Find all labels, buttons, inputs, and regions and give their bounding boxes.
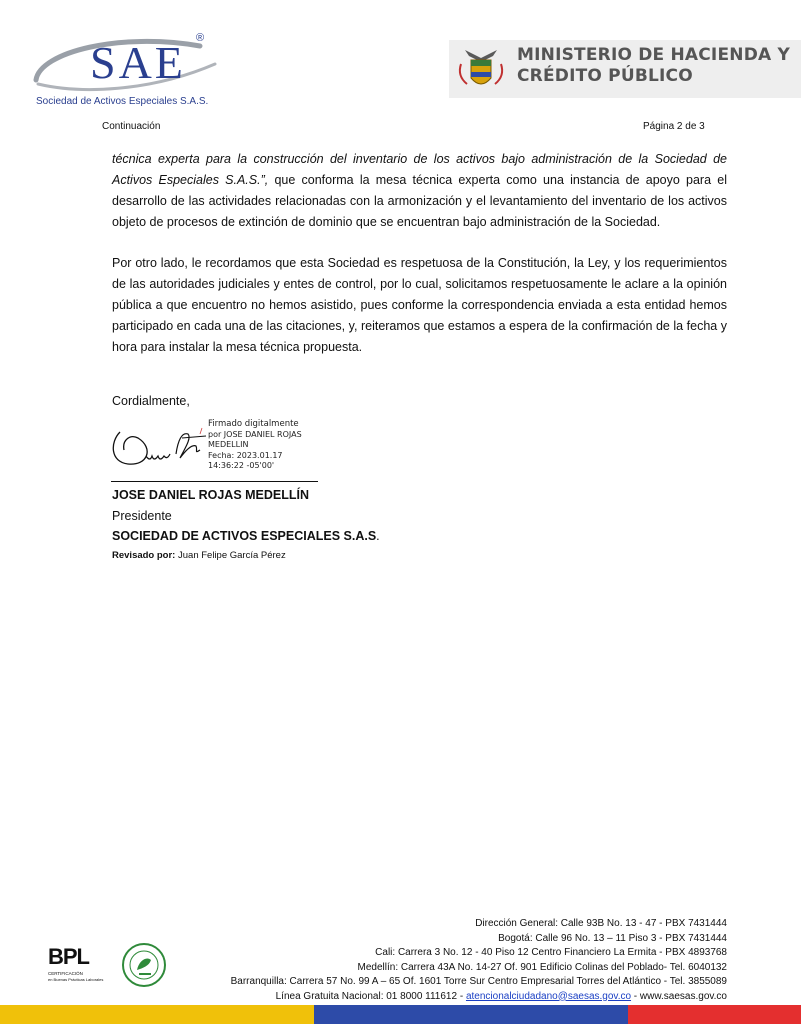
company-name-text: SOCIEDAD DE ACTIVOS ESPECIALES S.A.S xyxy=(112,529,377,543)
sae-logo xyxy=(30,22,230,112)
footer-line-1: Dirección General: Calle 93B No. 13 - 47 - PBX 7431444 xyxy=(475,918,727,929)
bpl-caption: en Buenas Prácticas Laborales xyxy=(48,977,104,982)
footer-line-4: Medellín: Carrera 43A No. 14-27 Of. 901 Edificio Colinas del Poblado- Tel. 6040132 xyxy=(357,961,727,973)
stamp-line-1: Firmado digitalmente xyxy=(208,419,299,429)
footer-addresses xyxy=(231,917,727,1004)
company-name xyxy=(112,529,380,543)
flag-stripe-red xyxy=(628,1005,801,1024)
continuation-label: Continuación xyxy=(102,121,161,132)
bpl-logo xyxy=(48,944,110,986)
reviewer-name: Juan Felipe García Pérez xyxy=(175,550,286,561)
reviewed-by xyxy=(112,550,286,561)
signer-name: JOSE DANIEL ROJAS MEDELLÍN xyxy=(112,488,310,502)
bpl-logo-text: BPL xyxy=(48,944,89,969)
paragraph-2: Por otro lado, le recordamos que esta Sociedad es respetuosa de la Constitución, la Ley, y los requerimientos de las autoridades judiciales y entes de control, por lo cual, solicitamos respetuosamente le aclare a la opinión pública a que encuentro no hemos asistido, pues conforme la correspondencia enviada a esta entidad hemos participado en cada una de las citaciones, y, reiteramos que estamos a espera de la confirmación de la fecha y hora para instalar la mesa técnica propuesta. xyxy=(112,256,727,354)
digital-signature-stamp xyxy=(208,419,302,472)
sello-verde-seal-icon xyxy=(121,942,167,988)
bpl-certification: CERTIFICACIÓN xyxy=(48,971,83,976)
ministry-logo xyxy=(449,40,801,98)
footer-line-3: Cali: Carrera 3 No. 12 - 40 Piso 12 Centro Financiero La Ermita - PBX 4893768 xyxy=(375,947,727,958)
ministry-name xyxy=(517,45,790,87)
footer-line-6 xyxy=(231,990,727,1005)
ministry-line-1: MINISTERIO DE HACIENDA Y xyxy=(517,45,790,65)
website: - www.saesas.gov.co xyxy=(631,990,727,1002)
footer-line-2: Bogotá: Calle 96 No. 13 – 11 Piso 3 - PBX 7431444 xyxy=(498,932,727,944)
stamp-line-4: Fecha: 2023.01.17 xyxy=(208,450,283,460)
flag-stripe-blue xyxy=(314,1005,628,1024)
salutation: Cordialmente, xyxy=(112,394,190,408)
sae-logo-caption: Sociedad de Activos Especiales S.A.S. xyxy=(36,96,209,107)
sae-logo-text: SAE xyxy=(90,37,186,88)
signer-role: Presidente xyxy=(112,509,172,523)
stamp-line-5: 14:36:22 -05'00' xyxy=(208,461,275,470)
paragraph-1-italic: técnica experta para la construcción del inventario de los activos bajo administración de la Sociedad de Activos Especiales S.A.S.”, xyxy=(112,152,727,187)
signature-line xyxy=(111,481,318,482)
paragraph-1-text: que conforma la mesa técnica experta como una instancia de apoyo para el desarrollo de las actividades relacionadas con la armonización y el levantamiento del inventario de los activos objeto de procesos de extinción de dominio que se encuentran bajo administración de la Sociedad. xyxy=(112,173,727,229)
paragraph-1 xyxy=(112,149,727,233)
handwritten-signature xyxy=(108,420,218,475)
hotline: Línea Gratuita Nacional: 01 8000 111612 - xyxy=(275,990,466,1002)
footer-line-5: Barranquilla: Carrera 57 No. 99 A – 65 Of. 1601 Torre Sur Centro Empresarial Torres del Atlántico - Tel. 3855089 xyxy=(230,976,727,987)
flag-stripe-yellow xyxy=(0,1005,314,1024)
colombia-coat-of-arms-icon xyxy=(455,44,507,94)
stamp-line-2: por JOSE DANIEL ROJAS xyxy=(208,429,302,439)
reviewed-label: Revisado por: xyxy=(112,550,176,561)
email-link[interactable]: atencionalciudadano@saesas.gov.co xyxy=(465,990,632,1002)
page-number: Página 2 de 3 xyxy=(643,121,705,132)
registered-mark: ® xyxy=(196,32,205,44)
ministry-line-2: CRÉDITO PÚBLICO xyxy=(517,66,693,86)
company-period: . xyxy=(376,529,380,543)
stamp-line-3: MEDELLIN xyxy=(208,440,249,449)
